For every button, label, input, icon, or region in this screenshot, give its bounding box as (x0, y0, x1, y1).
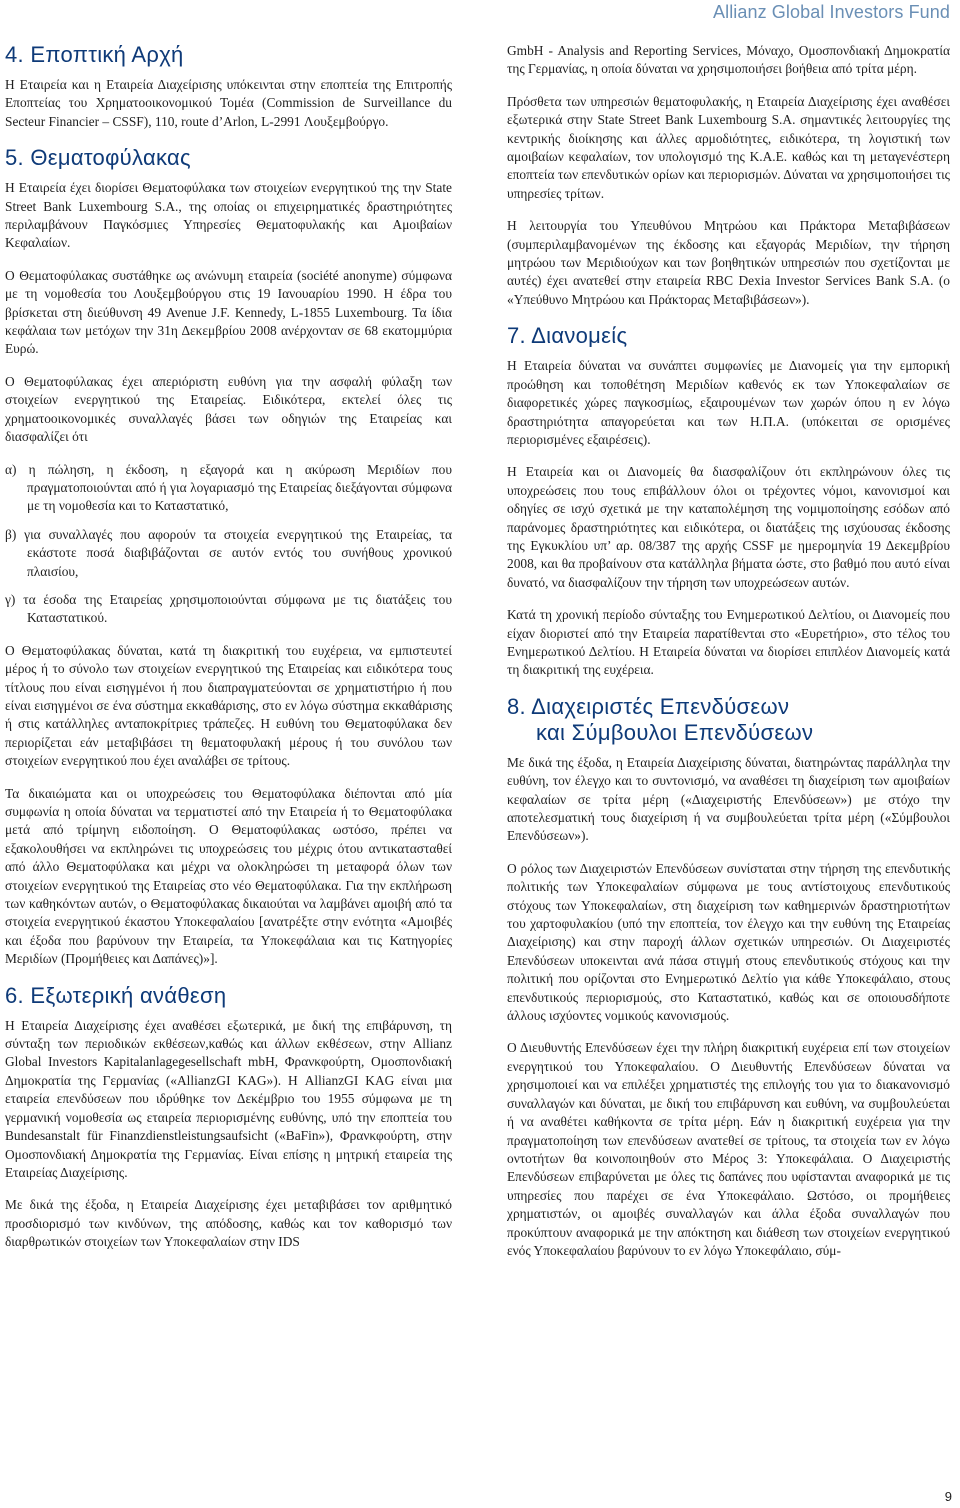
left-column (5, 42, 452, 1266)
section-5-paragraph-3: Ο Θεματοφύλακας έχει απεριόριστη ευθύνη για την ασφαλή φύλαξη των στοιχείων ενεργητικού της Εταιρείας. Ειδικότερα, εκτελεί όλες τις χρηματοοικονομικές συναλλαγές βάσει των οδηγιών της Εταιρείας και διασφαλίζει ότι (5, 373, 452, 445)
section-6-paragraph-4: Η λειτουργία του Υπευθύνου Μητρώου και Πράκτορα Μεταβιβάσεων (συμπεριλαμβανομένων της έκδοσης και εξαγοράς Μεριδίων, την τήρηση μητρώου των Μεριδιούχων και των βοηθητικών υπηρεσιών που σχετίζονται με αυτές) έχει ανατεθεί στην εταιρεία RBC Dexia Investor Services Bank S.A. (ο «Υπεύθυνο Μητρώου και Πράκτορας Μεταβιβάσεων»). (507, 218, 950, 307)
page-header (0, 0, 960, 34)
section-6-paragraph-2-continued: GmbH - Analysis and Reporting Services, Μόναχο, Ομοσπονδιακή Δημοκρατία της Γερμανίας, η οποία δύναται να χρησιμοποιήσει βοήθεια από τρίτα μέρη. (507, 43, 950, 77)
section-5-paragraph-4: Ο Θεματοφύλακας δύναται, κατά τη διακριτική του ευχέρεια, να εμπιστευτεί μέρος ή το σύνολο των στοιχείων ενεργητικού της Εταιρείας και ειδικότερα τους τίτλους που είναι εισηγμένοι ή που διαπραγματεύονται σε χρηματιστήριο ή που είναι εισηγμένοι σε ένα σύστημα εκκαθάρισης, στο εν λόγω σύστημα εκκαθάρισης ή στις κατάλληλες ανταποκρίτριες τράπεζες. Η ευθύνη του Θεματοφύλακα δεν περιορίζεται εάν μεταβιβάσει τη θεματοφυλακή μέρους ή του συνόλου των στοιχείων ενεργητικού που έχει αναλάβει σε τρίτους. (5, 642, 452, 769)
section-4-paragraph: Η Εταιρεία και η Εταιρεία Διαχείρισης υπόκεινται στην εποπτεία της Επιτροπής Εποπτείας του Χρηματοοικονομικού Τομέα (Commission de Surveillance du Secteur Financier – CSSF), 110, route d’Arlon, L-2991 Λουξεμβούργο. (5, 77, 452, 129)
section-6-heading: 6. Εξωτερική ανάθεση (5, 982, 227, 1008)
section-5-paragraph-2: Ο Θεματοφύλακας συστάθηκε ως ανώνυμη εταιρεία (société anonyme) σύμφωνα με τη νομοθεσία του Λουξεμβούργου στις 19 Ιανουαρίου 1990. Η έδρα του βρίσκεται στη διεύθυνση 49 Avenue J.F. Kennedy, L-1855 Luxembourg. Τα ίδια κεφάλαια των μετόχων την 31η Δεκεμβρίου 2008 ανέρχονταν σε 68 εκατομμύρια Ευρώ. (5, 267, 452, 357)
list-item: γ) τα έσοδα της Εταιρείας χρησιμοποιούνται σύμφωνα με τις διατάξεις του Καταστατικού. (5, 591, 452, 626)
section-7-paragraph-2: Η Εταιρεία και οι Διανομείς θα διασφαλίζουν ότι εκπληρώνουν όλες τις υποχρεώσεις που τους επιβάλλουν όλοι οι τρέχοντες νόμοι, κανονισμοί και οδηγίες σε ισχύ σχετικά με την καταπολέμηση της νομιμοποίησης εσόδων από παράνομες δραστηριότητες και ειδικότερα, οι διατάξεις της ισχύουσας έκδοσης της Εγκυκλίου υπ’ αρ. 08/387 της αρχής CSSF με ημερομηνία 19 Δεκεμβρίου 2008, και θα προβαίνουν στα κατάλληλα βήματα ώστε, στο βαθμό που αυτό είναι δυνατό, να διασφαλίζουν την τήρηση των υποχρεώσεων αυτών. (507, 464, 950, 590)
section-7-heading: 7. Διανομείς (507, 323, 628, 349)
section-7-paragraph-3: Κατά τη χρονική περίοδο σύνταξης του Ενημερωτικού Δελτίου, οι Διανομείς που είχαν διοριστεί από την Εταιρεία παρατίθενται στο «Ευρετήριο», στο τέλος του Ενημερωτικού Δελτίου. Η Εταιρεία δύναται να διορίσει επιπλέον Διανομείς κατά τη διακριτική της ευχέρεια. (507, 607, 950, 678)
section-6-paragraph-2: Με δικά της έξοδα, η Εταιρεία Διαχείρισης έχει μεταβιβάσει τον αριθμητικό προσδιορισμό των κινδύνων, της απόδοσης, καθώς και τον καθορισμό των διαρθρωτικών στοιχείων των Υποκεφαλαίων στην IDS (5, 1197, 452, 1250)
right-column (507, 42, 950, 1274)
section-7-paragraph-1: Η Εταιρεία δύναται να συνάπτει συμφωνίες με Διανομείς για την εμπορική προώθηση και τοποθέτηση Μεριδίων καθενός εκ των Υποκεφαλαίων σε διαφορετικές χώρες παγκοσμίως, εξαιρουμένων των χωρών όπου η εν λόγω δραστηριότητα απαγορεύεται και των Η.Π.Α. (υπόκειται σε ορισμένες περιορισμένες εξαιρέσεις). (507, 358, 950, 447)
section-8-paragraph-2: Ο ρόλος των Διαχειριστών Επενδύσεων συνίσταται στην τήρηση της επενδυτικής πολιτικής των Υποκεφαλαίων σύμφωνα με τους αντίστοιχους επενδυτικούς στόχους των Υποκεφαλαίων, στη διαχείριση των καθημερινών δραστηριοτήτων του χαρτοφυλακίου (υπό την εποπτεία, τον έλεγχο και την ευθύνη της Εταιρείας Διαχείρισης) και στην παροχή άλλων σχετικών υπηρεσιών. Οι Διαχειριστές Επενδύσεων υποκεινται ανά πάσα στιγμή στους επενδυτικούς στόχους και την πολιτική που ορίζονται στο Ενημερωτικό Δελτίο για κάθε Υποκεφάλαιο, στους επενδυτικούς περιορισμούς, στο Καταστατικό, καθώς και σε οποιουσδήποτε άλλους ισχύοντες νομικούς κανονισμούς. (507, 860, 950, 1024)
section-5-heading: 5. Θεματοφύλακας (5, 145, 191, 171)
section-8-paragraph-1: Με δικά της έξοδα, η Εταιρεία Διαχείρισης δύναται, διατηρώντας παράλληλα την ευθύνη, τον έλεγχο και το συντονισμό, να αναθέσει τη διαχείριση των αμοιβαίων κεφαλαίων σε τρίτα μέρη («Διαχειριστής Επενδύσεων») με στόχο την αποτελεσματική τους διαχείριση ή να συμβουλεύεται τρίτα μέρη («Σύμβουλοι Επενδύσεων»). (507, 754, 950, 844)
page-number: 9 (944, 1489, 952, 1504)
section-5-paragraph-1: Η Εταιρεία έχει διορίσει Θεματοφύλακα των στοιχείων ενεργητικού της την State Street Bank Luxembourg S.A., της οποίας οι επιχειρηματικές δραστηριότητες περιλαμβάνουν Παγκόσμιες Υπηρεσίες Θεματοφυλακής και Αμοιβαίων Κεφαλαίων. (5, 180, 452, 251)
section-8-heading-line-1: 8. Διαχειριστές Επενδύσεων (507, 693, 790, 719)
section-8-heading (507, 694, 950, 746)
section-6-paragraph-3: Πρόσθετα των υπηρεσιών θεματοφυλακής, η Εταιρεία Διαχείρισης έχει αναθέσει εξωτερικά στην State Street Bank Luxembourg S.A. σημαντικές λειτουργίες της κεντρικής διοίκησης και άλλες αρμοδιότητες, ειδικότερα, τη λογιστική των αμοιβαίων κεφαλαίων, τον υπολογισμό της Κ.Α.Ε. καθώς και τη μεταγενέστερη εποπτεία των επενδυτικών ορίων και περιορισμών. Δύναται να χρησιμοποιήσει τις υπηρεσίες τρίτων. (507, 93, 950, 201)
section-8-heading-line-2: και Σύμβουλοι Επενδύσεων (536, 719, 814, 745)
list-item: β) για συναλλαγές που αφορούν τα στοιχεία ενεργητικού της Εταιρείας, τα εκάστοτε ποσά διαβιβάζονται σε αυτόν εντός του συνήθους χρονικού πλαισίου, (5, 526, 452, 579)
list-item: α) η πώληση, η έκδοση, η εξαγορά και η ακύρωση Μεριδίων που πραγματοποιούνται από ή για λογαριασμό της Εταιρείας διεξάγονται σύμφωνα με τη νομοθεσία και το Καταστατικό, (5, 461, 452, 514)
section-4-heading: 4. Εποπτική Αρχή (5, 42, 184, 67)
section-5-paragraph-5: Τα δικαιώματα και οι υποχρεώσεις του Θεματοφύλακα διέπονται από μία συμφωνία η οποία δύναται να τερματιστεί από την Εταιρεία ή το Θεματοφύλακα μετά από τρίμηνη ειδοποίηση. Ο Θεματοφύλακας ωστόσο, πρέπει να εξακολουθήσει να εκπληρώνει τις υποχρεώσεις του μέχρις ότου αντικατασταθεί από άλλο Θεματοφύλακα και μέχρι να ολοκληρώσει τη μεταφορά όλων των στοιχείων ενεργητικού της Εταιρείας στο νέο Θεματοφύλακα. Για την εκπλήρωση των καθηκόντων αυτών, ο Θεματοφύλακας δικαιούται να λαμβάνει αμοιβή από τα στοιχεία ενεργητικού έκαστου Υποκεφαλαίου [ανατρέξτε στην ενότητα «Αμοιβές και έξοδα που βαρύνουν την Εταιρεία, τα Υποκεφάλαια και τις Κατηγορίες Μεριδίων (Προμήθειες και Δαπάνες)»]. (5, 785, 452, 967)
section-6-paragraph-1: Η Εταιρεία Διαχείρισης έχει αναθέσει εξωτερικά, με δική της επιβάρυνση, τη σύνταξη των περιοδικών εκθέσεων,καθώς και άλλων εκθέσεων, στην Allianz Global Investors Kapitalanlagegesellschaft mbH, Φρανκφούρτη, Ομοσπονδιακή Δημοκρατία της Γερμανίας («AllianzGI KAG»). Η AllianzGI KAG είναι μια εταιρεία επενδύσεων που ιδρύθηκε τον Δεκέμβριο του 1955 σύμφωνα με τη γερμανική νομοθεσία ως εταιρεία περιορισμένης ευθύνης, υπό την εποπτεία του Bundesanstalt für Finanzdienstleistungsaufsicht («BaFin»), Φρανκφούρτη, στην Ομοσπονδιακή Δημοκρατία της Γερμανίας. Είναι επίσης η μητρική εταιρεία της Εταιρείας Διαχείρισης. (5, 1017, 452, 1180)
header-title: Allianz Global Investors Fund (712, 2, 950, 22)
section-8-paragraph-3: Ο Διευθυντής Επενδύσεων έχει την πλήρη διακριτική ευχέρεια επί των στοιχείων ενεργητικού του Υποκεφαλαίου. Ο Διευθυντής Επενδύσεων δύναται να χρησιμοποιεί και να επιλέξει χρηματιστές της επιλογής του για το διακανονισμό συναλλαγών και δύναται, με δική του επιβάρυνση και ευθύνη, να συμβουλεύεται ή να αναθέτει καθήκοντα σε τρίτα μέρη. Εάν η διακριτική ευχέρεια για την πραγματοποίηση των επενδύσεων ανατεθεί σε τρίτους, τα στοιχεία των εν λόγω οντοτήτων θα κοινοποιηθούν στο Μέρος 3: Υποκεφάλαια. Ο Διαχειριστής Επενδύσεων επιβαρύνεται με όλες τις δαπάνες που υφίστανται αναφορικά με τις υπηρεσίες που παρέχει σε ένα Υποκεφάλαιο. Ωστόσο, οι προμήθειες χρηματιστών, οι αμοιβές συναλλαγών και άλλα έξοδα συναλλαγών που προκύπτουν αναφορικά με την απόκτηση και διάθεση των στοιχείων ενεργητικού ενός Υποκεφαλαίου βαρύνουν το εν λόγω Υποκεφάλαιο, σύμ- (507, 1040, 950, 1258)
